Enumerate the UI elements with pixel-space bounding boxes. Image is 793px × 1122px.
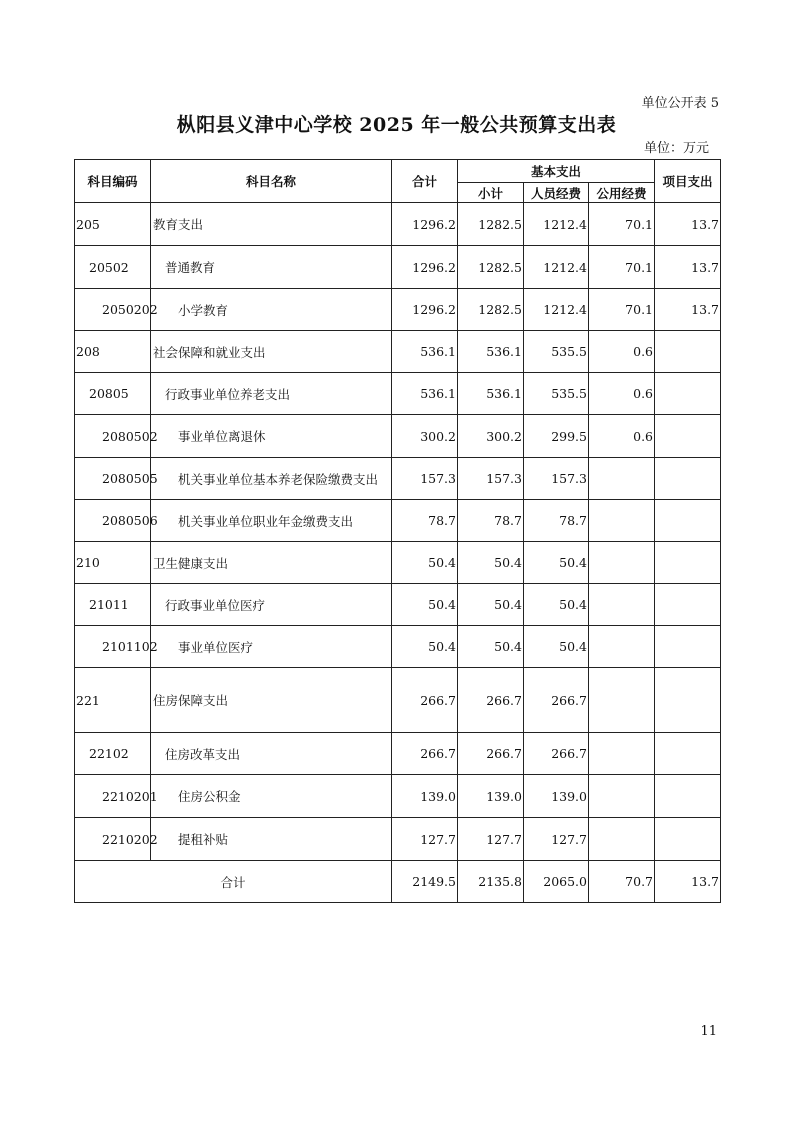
total-cell-personnel: 2065.0 bbox=[524, 861, 589, 903]
cell-public bbox=[589, 818, 655, 861]
cell-name: 住房保障支出 bbox=[151, 668, 392, 733]
cell-code: 2101102 bbox=[75, 626, 151, 668]
cell-personnel: 299.5 bbox=[524, 415, 589, 458]
cell-project bbox=[655, 542, 721, 584]
table-row bbox=[75, 733, 721, 775]
cell-code: 22102 bbox=[75, 733, 151, 775]
cell-total: 536.1 bbox=[392, 373, 458, 415]
cell-total: 157.3 bbox=[392, 458, 458, 500]
cell-subtotal: 50.4 bbox=[458, 626, 524, 668]
table-row bbox=[75, 373, 721, 415]
cell-project bbox=[655, 668, 721, 733]
cell-name: 小学教育 bbox=[151, 289, 392, 331]
cell-code: 2080506 bbox=[75, 500, 151, 542]
cell-public bbox=[589, 500, 655, 542]
cell-total: 300.2 bbox=[392, 415, 458, 458]
cell-public: 0.6 bbox=[589, 331, 655, 373]
cell-project bbox=[655, 626, 721, 668]
cell-public bbox=[589, 584, 655, 626]
cell-code: 2080502 bbox=[75, 415, 151, 458]
cell-total: 139.0 bbox=[392, 775, 458, 818]
cell-public: 70.1 bbox=[589, 289, 655, 331]
cell-name: 住房改革支出 bbox=[151, 733, 392, 775]
cell-total: 536.1 bbox=[392, 331, 458, 373]
header-total: 合计 bbox=[392, 160, 458, 203]
table-row bbox=[75, 818, 721, 861]
table-row bbox=[75, 626, 721, 668]
cell-total: 50.4 bbox=[392, 584, 458, 626]
table-row bbox=[75, 246, 721, 289]
table-tag: 单位公开表 5 bbox=[641, 96, 719, 111]
cell-subtotal: 536.1 bbox=[458, 331, 524, 373]
cell-project bbox=[655, 584, 721, 626]
cell-subtotal: 1282.5 bbox=[458, 289, 524, 331]
cell-public bbox=[589, 542, 655, 584]
cell-subtotal: 139.0 bbox=[458, 775, 524, 818]
table-row bbox=[75, 542, 721, 584]
cell-subtotal: 50.4 bbox=[458, 542, 524, 584]
cell-personnel: 1212.4 bbox=[524, 289, 589, 331]
total-row bbox=[75, 861, 721, 903]
cell-name: 事业单位离退休 bbox=[151, 415, 392, 458]
table-row bbox=[75, 289, 721, 331]
cell-personnel: 157.3 bbox=[524, 458, 589, 500]
cell-project bbox=[655, 331, 721, 373]
total-cell-total: 2149.5 bbox=[392, 861, 458, 903]
cell-project: 13.7 bbox=[655, 203, 721, 246]
cell-subtotal: 266.7 bbox=[458, 668, 524, 733]
cell-code: 2210201 bbox=[75, 775, 151, 818]
cell-name: 机关事业单位职业年金缴费支出 bbox=[151, 500, 392, 542]
cell-subtotal: 536.1 bbox=[458, 373, 524, 415]
cell-personnel: 139.0 bbox=[524, 775, 589, 818]
cell-public: 70.1 bbox=[589, 203, 655, 246]
cell-code: 2080505 bbox=[75, 458, 151, 500]
header-project: 项目支出 bbox=[655, 160, 721, 203]
cell-public bbox=[589, 458, 655, 500]
budget-table bbox=[74, 159, 721, 903]
cell-total: 78.7 bbox=[392, 500, 458, 542]
cell-name: 住房公积金 bbox=[151, 775, 392, 818]
cell-personnel: 535.5 bbox=[524, 331, 589, 373]
header-basic: 基本支出 bbox=[458, 160, 655, 183]
cell-project bbox=[655, 733, 721, 775]
cell-total: 50.4 bbox=[392, 626, 458, 668]
cell-name: 提租补贴 bbox=[151, 818, 392, 861]
cell-code: 210 bbox=[75, 542, 151, 584]
cell-total: 1296.2 bbox=[392, 246, 458, 289]
cell-subtotal: 127.7 bbox=[458, 818, 524, 861]
cell-project bbox=[655, 775, 721, 818]
header-personnel: 人员经费 bbox=[524, 183, 589, 203]
cell-name: 行政事业单位医疗 bbox=[151, 584, 392, 626]
table-row bbox=[75, 415, 721, 458]
cell-personnel: 78.7 bbox=[524, 500, 589, 542]
table-row bbox=[75, 584, 721, 626]
cell-total: 266.7 bbox=[392, 668, 458, 733]
unit-label: 单位：万元 bbox=[643, 141, 709, 156]
cell-subtotal: 50.4 bbox=[458, 584, 524, 626]
header-public: 公用经费 bbox=[589, 183, 655, 203]
table-row bbox=[75, 203, 721, 246]
cell-personnel: 535.5 bbox=[524, 373, 589, 415]
cell-name: 教育支出 bbox=[151, 203, 392, 246]
cell-name: 普通教育 bbox=[151, 246, 392, 289]
table-row bbox=[75, 331, 721, 373]
header-subtotal: 小计 bbox=[458, 183, 524, 203]
table-row bbox=[75, 458, 721, 500]
table-row bbox=[75, 668, 721, 733]
cell-project bbox=[655, 500, 721, 542]
cell-code: 2210202 bbox=[75, 818, 151, 861]
cell-code: 21011 bbox=[75, 584, 151, 626]
cell-project bbox=[655, 415, 721, 458]
cell-personnel: 1212.4 bbox=[524, 203, 589, 246]
cell-public: 70.1 bbox=[589, 246, 655, 289]
cell-code: 20805 bbox=[75, 373, 151, 415]
header-code: 科目编码 bbox=[75, 160, 151, 203]
cell-subtotal: 1282.5 bbox=[458, 203, 524, 246]
cell-code: 208 bbox=[75, 331, 151, 373]
cell-public bbox=[589, 626, 655, 668]
cell-public: 0.6 bbox=[589, 373, 655, 415]
total-cell-project: 13.7 bbox=[655, 861, 721, 903]
cell-public bbox=[589, 775, 655, 818]
cell-subtotal: 157.3 bbox=[458, 458, 524, 500]
cell-personnel: 266.7 bbox=[524, 668, 589, 733]
cell-personnel: 1212.4 bbox=[524, 246, 589, 289]
cell-public bbox=[589, 733, 655, 775]
cell-code: 20502 bbox=[75, 246, 151, 289]
cell-personnel: 50.4 bbox=[524, 542, 589, 584]
cell-public bbox=[589, 668, 655, 733]
cell-total: 127.7 bbox=[392, 818, 458, 861]
cell-total: 1296.2 bbox=[392, 203, 458, 246]
cell-total: 50.4 bbox=[392, 542, 458, 584]
total-cell-public: 70.7 bbox=[589, 861, 655, 903]
cell-personnel: 266.7 bbox=[524, 733, 589, 775]
cell-personnel: 50.4 bbox=[524, 626, 589, 668]
page-title: 枞阳县义津中心学校 2025 年一般公共预算支出表 bbox=[176, 114, 617, 136]
cell-project: 13.7 bbox=[655, 246, 721, 289]
cell-name: 机关事业单位基本养老保险缴费支出 bbox=[151, 458, 392, 500]
total-label: 合计 bbox=[75, 861, 392, 903]
cell-name: 事业单位医疗 bbox=[151, 626, 392, 668]
cell-personnel: 127.7 bbox=[524, 818, 589, 861]
cell-project bbox=[655, 458, 721, 500]
cell-subtotal: 1282.5 bbox=[458, 246, 524, 289]
table-row bbox=[75, 775, 721, 818]
page-number: 11 bbox=[700, 1024, 717, 1039]
cell-subtotal: 300.2 bbox=[458, 415, 524, 458]
cell-code: 221 bbox=[75, 668, 151, 733]
cell-personnel: 50.4 bbox=[524, 584, 589, 626]
cell-subtotal: 266.7 bbox=[458, 733, 524, 775]
cell-public: 0.6 bbox=[589, 415, 655, 458]
cell-project bbox=[655, 373, 721, 415]
cell-project: 13.7 bbox=[655, 289, 721, 331]
total-cell-subtotal: 2135.8 bbox=[458, 861, 524, 903]
cell-total: 266.7 bbox=[392, 733, 458, 775]
table-row bbox=[75, 500, 721, 542]
cell-subtotal: 78.7 bbox=[458, 500, 524, 542]
cell-name: 卫生健康支出 bbox=[151, 542, 392, 584]
cell-total: 1296.2 bbox=[392, 289, 458, 331]
cell-code: 205 bbox=[75, 203, 151, 246]
cell-name: 行政事业单位养老支出 bbox=[151, 373, 392, 415]
cell-code: 2050202 bbox=[75, 289, 151, 331]
cell-project bbox=[655, 818, 721, 861]
cell-name: 社会保障和就业支出 bbox=[151, 331, 392, 373]
header-name: 科目名称 bbox=[151, 160, 392, 203]
